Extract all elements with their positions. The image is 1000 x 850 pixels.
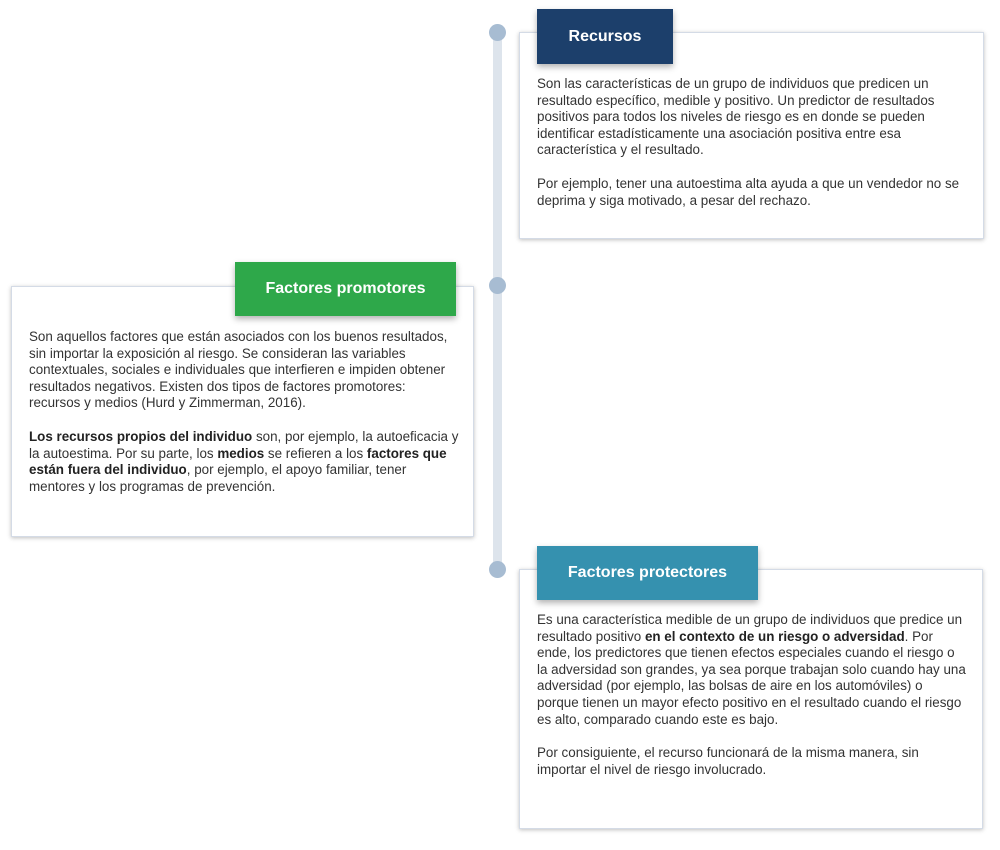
protectores-bold-contexto: en el contexto de un riesgo o adversidad [644,628,905,644]
timeline-dot-protectores [489,561,506,578]
card-promotores [11,286,474,537]
recursos-paragraph-2: Por ejemplo, tener una autoestima alta ayuda a que un vendedor no se deprima y siga motivado, a pesar del rechazo. [537,175,960,208]
protectores-paragraph-2: Por consiguiente, el recurso funcionará de la misma manera, sin importar el nivel de riesgo involucrado. [537,745,919,777]
timeline-line [493,32,502,572]
promotores-paragraph-2: Los recursos propios del individuo son, por ejemplo, la autoeficacia y la autoestima. Por su parte, los medios se refieren a los factores que están fuera del individuo, por ejemplo, el apoyo familiar, tener mentores y los programas de prevención. [29,428,459,494]
protectores-paragraph-1: Es una característica medible de un grupo de individuos que predice un resultado positivo en el contexto de un riesgo o adversidad. Por ende, los predictores que tienen efectos especiales cuando el riesgo o la adversidad son grandes, ya sea porque trabajan solo cuando hay una adversidad (por ejemplo, las bolsas de aire en los automóviles) o porque tienen un mayor efecto positivo en el resultado cuando el riesgo es alto, comparado cuando este es bajo. [537,612,966,727]
promotores-bold-factores: factores que están fuera del individuo [29,445,447,478]
card-protectores [519,569,983,829]
timeline-dot-promotores [489,277,506,294]
recursos-paragraph-1: Son las características de un grupo de individuos que predicen un resultado específico, medible y positivo. Un predictor de resultados positivos para todos los niveles de riesgo es en donde se pueden identificar estadísticamente una asociación positiva entre esa característica y el resultado. [537,76,935,158]
title-promotores: Factores promotores [235,262,456,316]
card-protectores-body [537,612,967,778]
card-recursos-body [537,76,969,209]
title-protectores: Factores protectores [537,546,758,600]
timeline-dot-recursos [489,24,506,41]
promotores-paragraph-1: Son aquellos factores que están asociados con los buenos resultados, sin importar la exposición al riesgo. Se consideran las variables contextuales, sociales e individuales que interfieren e impiden obtener resultados negativos. Existen dos tipos de factores promotores: recursos y medios (Hurd y Zimmerman, 2016). [29,329,448,411]
title-recursos: Recursos [537,9,673,64]
card-promotores-body [29,329,459,495]
promotores-bold-recursos: Los recursos propios del individuo [29,428,253,444]
promotores-bold-medios: medios [217,445,265,461]
